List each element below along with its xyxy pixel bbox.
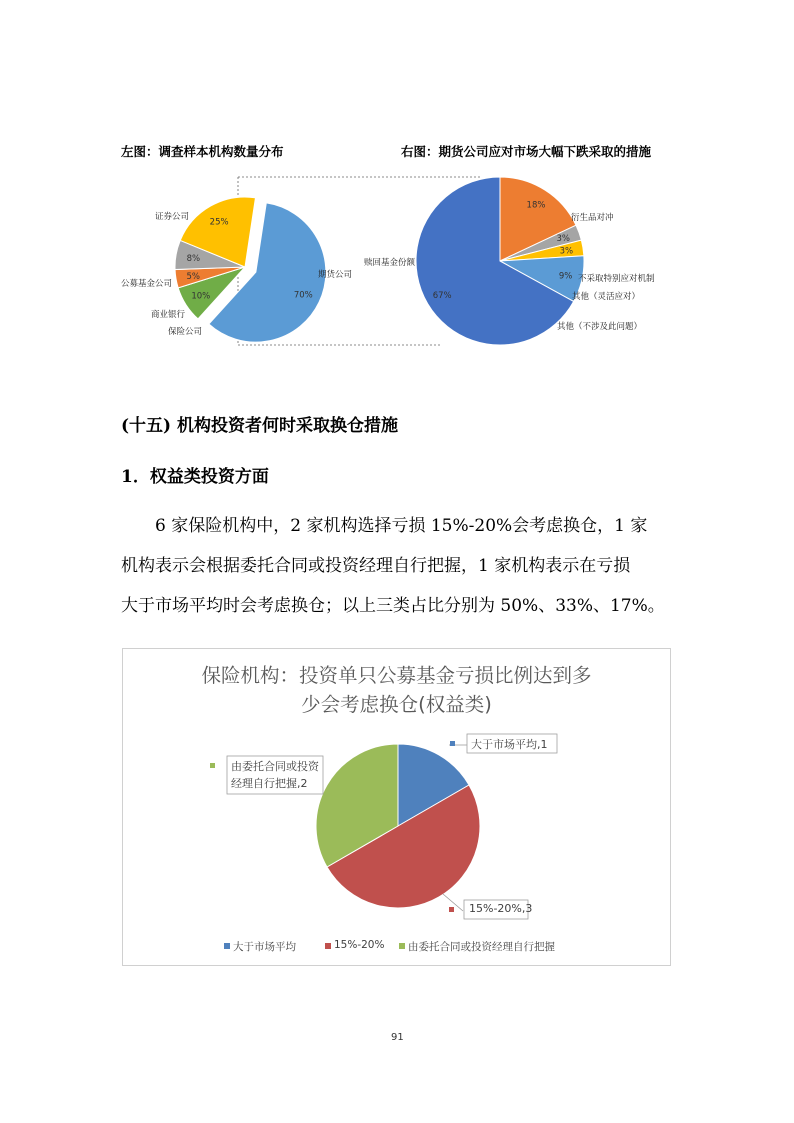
label-bank: 商业银行 xyxy=(151,310,186,320)
legend-item-15-20: 15%-20% xyxy=(334,939,385,951)
insurance-pie-svg xyxy=(123,649,670,965)
pie-slice-percent: 67% xyxy=(432,291,452,302)
body-paragraph xyxy=(121,506,681,626)
label-redeem: 赎回基金份额 xyxy=(364,258,416,268)
pie-slice-percent: 18% xyxy=(526,200,546,211)
page-number: 91 xyxy=(391,1032,404,1043)
section-heading: (十五) 机构投资者何时采取换仓措施 xyxy=(121,416,399,436)
right-figure-caption: 右图：期货公司应对市场大幅下跌采取的措施 xyxy=(401,144,652,159)
marker-entrusted xyxy=(210,763,215,768)
paragraph-line-2: 机构表示会根据委托合同或投资经理自行把握，1 家机构表示在亏损 xyxy=(121,556,631,576)
data-label-market: 大于市场平均,1 xyxy=(471,738,548,751)
left-pie xyxy=(175,197,326,342)
pie-slice-percent: 9% xyxy=(558,271,573,282)
pie-slice-percent: 5% xyxy=(186,271,201,282)
data-label-15-20: 15%-20%,3 xyxy=(469,902,533,915)
pie-slice-percent: 10% xyxy=(191,291,211,302)
label-derivatives: 衍生品对冲 xyxy=(571,213,614,223)
pie-slice-percent: 8% xyxy=(186,253,201,264)
label-other-na: 其他（不涉及此问题） xyxy=(557,322,643,332)
data-label-entrusted: 由委托合同或投资 经理自行把握,2 xyxy=(231,760,319,790)
left-figure-caption: 左图：调查样本机构数量分布 xyxy=(121,144,284,159)
chart-title-line-2: 少会考虑换仓(权益类) xyxy=(301,693,492,716)
label-other-flexible: 其他（灵活应对） xyxy=(572,292,641,302)
pie-slice-percent: 3% xyxy=(556,234,570,245)
paragraph-line-1: 6 家保险机构中，2 家机构选择亏损 15%-20%会考虑换仓，1 家 xyxy=(155,516,648,536)
pie-slice-percent: 3% xyxy=(559,246,574,257)
label-no-special: 不采取特别应对机制 xyxy=(578,274,655,284)
pie-slice-percent: 25% xyxy=(209,217,229,228)
legend-swatch-15-20 xyxy=(325,943,331,949)
label-securities: 证券公司 xyxy=(155,212,190,222)
marker-15-20 xyxy=(449,907,454,912)
legend-swatch-market xyxy=(224,943,230,949)
pie-slice-percent: 70% xyxy=(293,290,313,301)
insurance-pie xyxy=(316,744,480,908)
subheading: 1．权益类投资方面 xyxy=(121,467,269,487)
paragraph-line-3: 大于市场平均时会考虑换仓；以上三类占比分别为 50%、33%、17%。 xyxy=(121,596,665,616)
chart-title-line-1: 保险机构：投资单只公募基金亏损比例达到多 xyxy=(201,664,592,687)
label-insurance: 保险公司 xyxy=(168,327,203,337)
legend-swatch-entrusted xyxy=(399,943,405,949)
label-mutual-fund: 公募基金公司 xyxy=(121,279,173,289)
marker-market xyxy=(450,741,455,746)
legend-item-market: 大于市场平均 xyxy=(233,941,296,953)
legend-item-entrusted: 由委托合同或投资经理自行把握 xyxy=(408,941,555,953)
insurance-chart xyxy=(122,648,671,966)
label-futures: 期货公司 xyxy=(318,270,353,280)
